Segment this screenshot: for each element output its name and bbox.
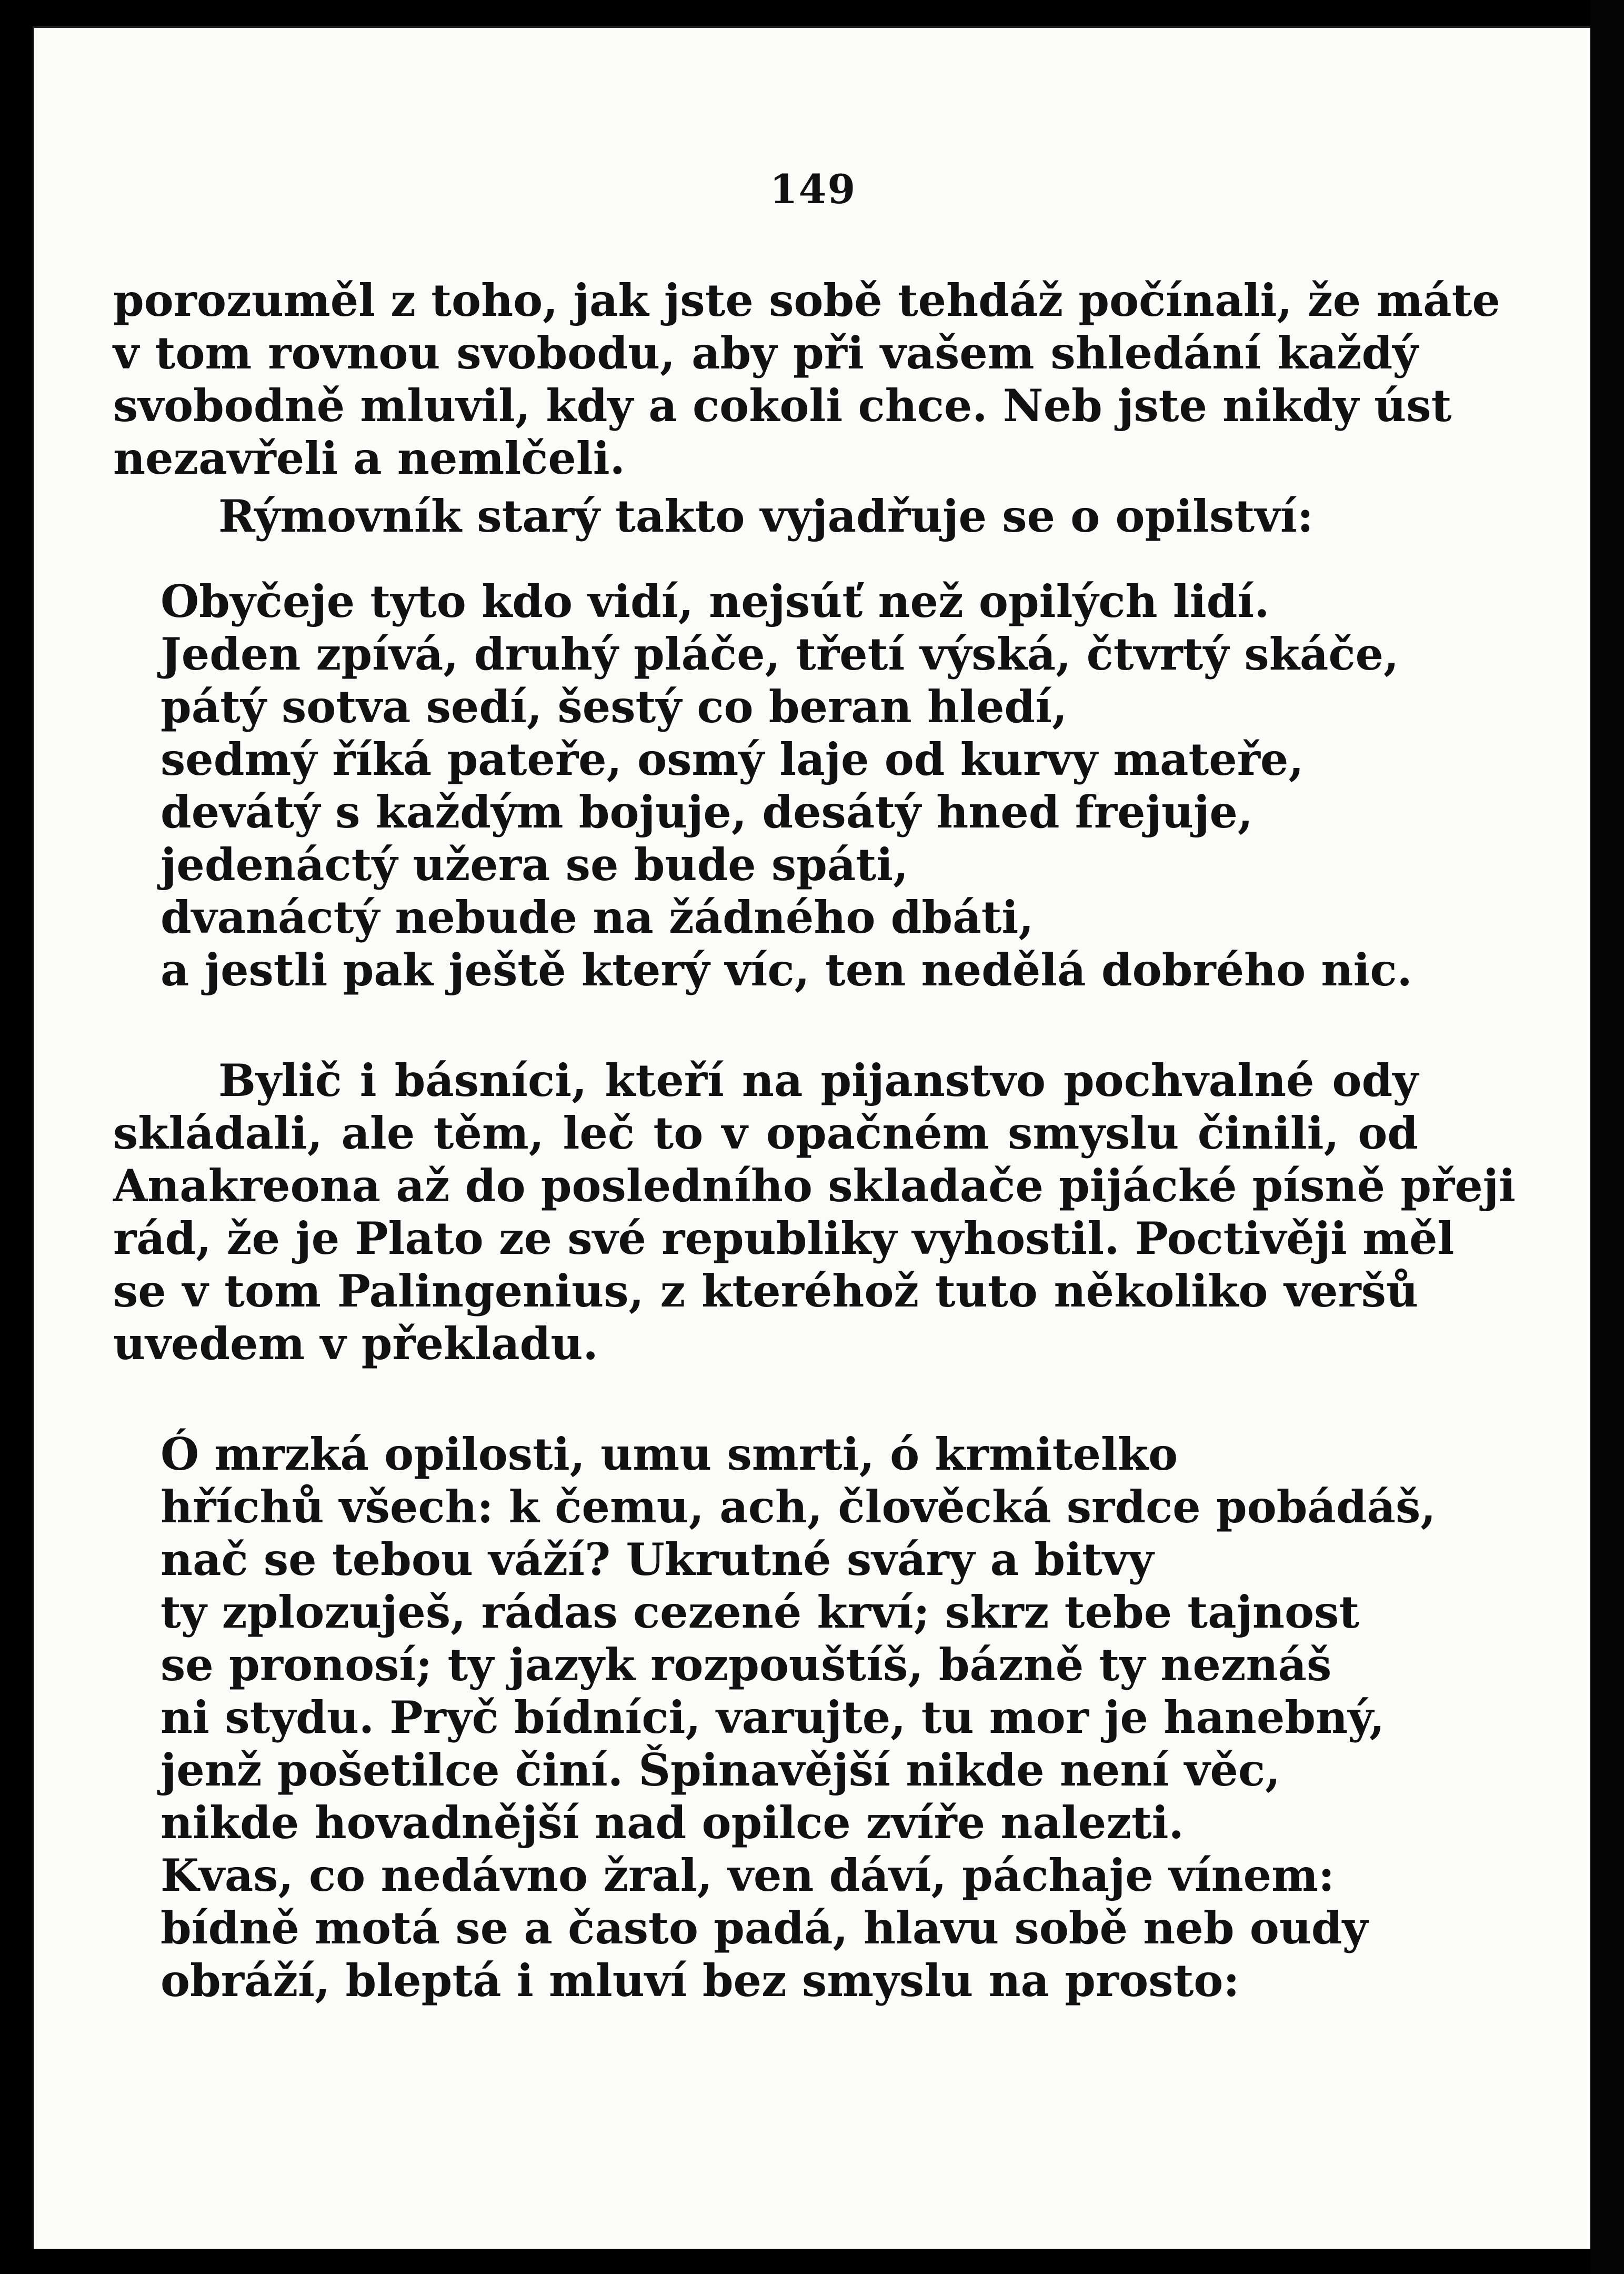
- verse-line: ty zplozuješ, rádas cezené krví; skrz tebe tajnost: [161, 1586, 1360, 1638]
- text-line: uvedem v překladu.: [113, 1318, 598, 1370]
- page-number: 149: [769, 166, 857, 213]
- verse-line: bídně motá se a často padá, hlavu sobě neb oudy: [161, 1902, 1368, 1954]
- verse-line: sedmý říká pateře, osmý laje od kurvy mateře,: [161, 733, 1304, 785]
- text-line: skládali, ale těm, leč to v opačném smyslu činili, od: [113, 1107, 1418, 1159]
- text-line: svobodně mluvil, kdy a cokoli chce. Neb jste nikdy úst: [113, 380, 1452, 432]
- verse-line: nač se tebou váží? Ukrutné sváry a bitvy: [161, 1533, 1154, 1585]
- verse-line: pátý sotva sedí, šestý co beran hledí,: [161, 681, 1068, 733]
- verse-line: Kvas, co nedávno žral, ven dáví, páchaje vínem:: [161, 1849, 1335, 1901]
- book-page: [33, 26, 1590, 2249]
- verse-line: devátý s každým bojuje, desátý hned frejuje,: [161, 786, 1254, 838]
- verse-line: dvanáctý nebude na žádného dbáti,: [161, 891, 1034, 943]
- verse-line: ni stydu. Pryč bídníci, varujte, tu mor je hanebný,: [161, 1691, 1385, 1743]
- text-line: porozuměl z toho, jak jste sobě tehdáž počínali, že máte: [113, 274, 1500, 326]
- text-line: rád, že je Plato ze své republiky vyhostil. Poctivěji měl: [113, 1212, 1455, 1264]
- text-line: Bylič i básníci, kteří na pijanstvo pochvalné ody: [218, 1054, 1418, 1106]
- verse-line: jedenáctý užera se bude spáti,: [161, 839, 909, 891]
- verse-line: Ó mrzká opilosti, umu smrti, ó krmitelko: [161, 1428, 1178, 1480]
- text-line: Anakreona až do posledního skladače pijácké písně přeji: [113, 1160, 1516, 1212]
- text-line: nezavřeli a nemlčeli.: [113, 432, 625, 484]
- verse-line: jenž pošetilce činí. Špinavější nikde není věc,: [161, 1744, 1281, 1796]
- text-line: Rýmovník starý takto vyjadřuje se o opilství:: [218, 490, 1314, 542]
- scan-edge: [1590, 0, 1624, 2274]
- verse-line: nikde hovadnější nad opilce zvíře nalezti.: [161, 1797, 1184, 1849]
- verse-line: a jestli pak ještě který víc, ten nedělá dobrého nic.: [161, 944, 1412, 996]
- verse-line: se pronosí; ty jazyk rozpouštíš, bázně ty neznáš: [161, 1639, 1332, 1691]
- verse-line: Obyčeje tyto kdo vidí, nejsúť než opilých lidí.: [161, 575, 1270, 627]
- verse-line: hříchů všech: k čemu, ach, člověcká srdce pobádáš,: [161, 1481, 1436, 1533]
- text-line: v tom rovnou svobodu, aby při vašem shledání každý: [113, 327, 1418, 379]
- verse-line: obráží, bleptá i mluví bez smyslu na prosto:: [161, 1954, 1240, 2007]
- verse-line: Jeden zpívá, druhý pláče, třetí výská, čtvrtý skáče,: [161, 628, 1399, 680]
- text-line: se v tom Palingenius, z kteréhož tuto několiko veršů: [113, 1265, 1418, 1317]
